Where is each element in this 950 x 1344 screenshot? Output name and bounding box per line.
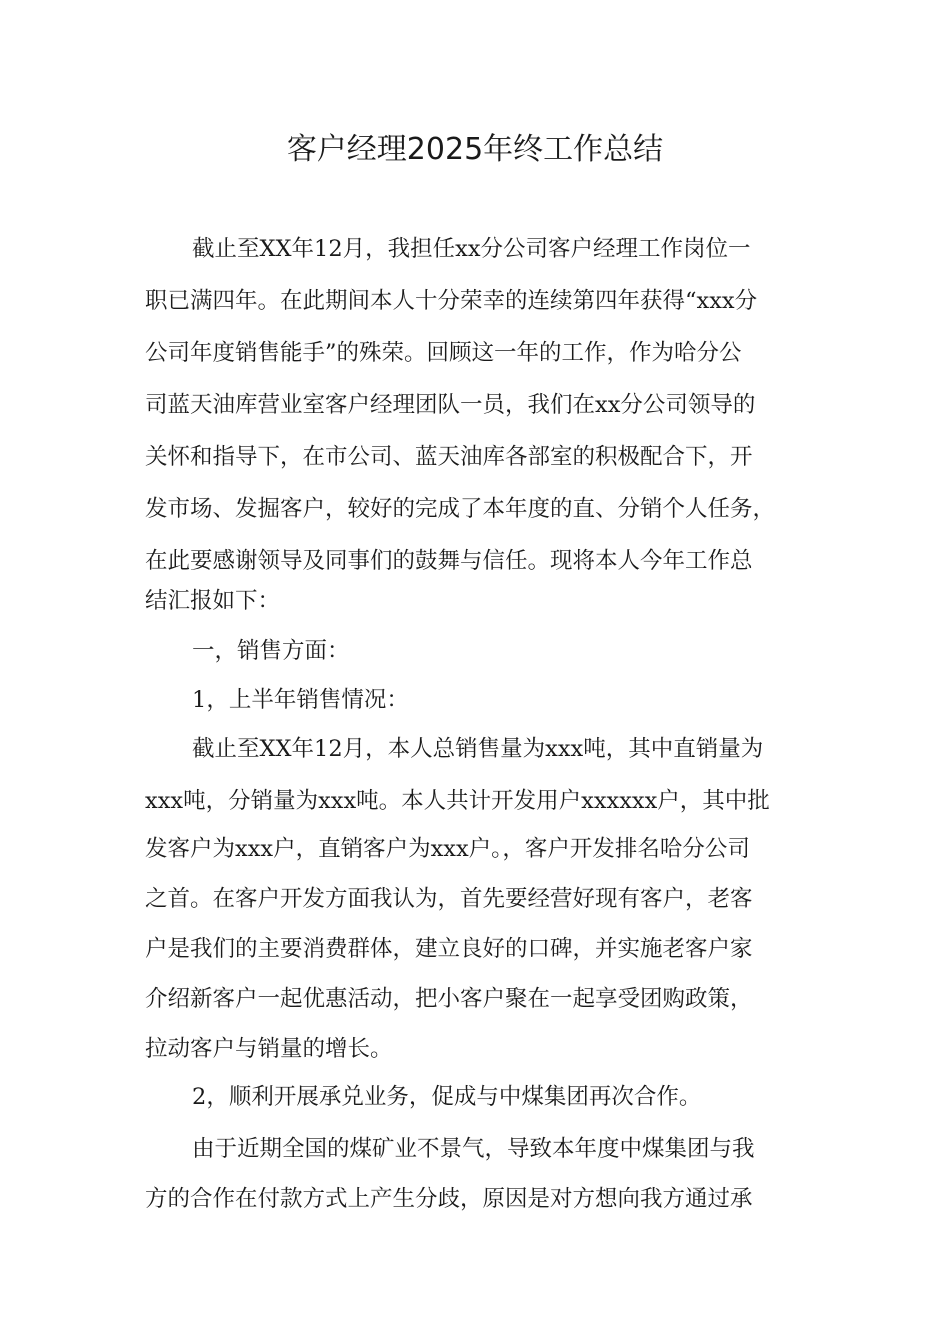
paragraph-line: 由于近期全国的煤矿业不景气，导致本年度中煤集团与我	[192, 1136, 755, 1162]
paragraph-line: 在此要感谢领导及同事们的鼓舞与信任。现将本人今年工作总	[145, 548, 753, 574]
paragraph-line: 发市场、发掘客户，较好的完成了本年度的直、分销个人任务，	[145, 496, 776, 522]
paragraph-line: 之首。在客户开发方面我认为，首先要经营好现有客户，老客	[145, 886, 753, 912]
paragraph-line: 户是我们的主要消费群体，建立良好的口碑，并实施老客户家	[145, 936, 753, 962]
paragraph-line: 拉动客户与销量的增长。	[145, 1036, 393, 1062]
paragraph-line: 职已满四年。在此期间本人十分荣幸的连续第四年获得“xxx分	[145, 288, 758, 314]
paragraph-line: 截止至XX年12月，我担任xx分公司客户经理工作岗位一	[192, 236, 751, 262]
paragraph-line: 截止至XX年12月，本人总销售量为xxx吨，其中直销量为	[192, 736, 764, 762]
paragraph-line: 介绍新客户一起优惠活动，把小客户聚在一起享受团购政策，	[145, 986, 753, 1012]
section-heading: 一，销售方面：	[192, 638, 350, 664]
paragraph-line: 司蓝天油库营业室客户经理团队一员，我们在xx分公司领导的	[145, 392, 756, 418]
paragraph-line: 公司年度销售能手”的殊荣。回顾这一年的工作，作为哈分公	[145, 340, 742, 366]
document-title: 客户经理2025年终工作总结	[286, 132, 664, 167]
subsection-heading: 1，上半年销售情况：	[192, 687, 409, 713]
paragraph-line: 关怀和指导下，在市公司、蓝天油库各部室的积极配合下，开	[145, 444, 753, 470]
paragraph-line: 发客户为xxx户，直销客户为xxx户。，客户开发排名哈分公司	[145, 836, 750, 862]
paragraph-line: 结汇报如下：	[145, 588, 281, 614]
paragraph-line: 方的合作在付款方式上产生分歧，原因是对方想向我方通过承	[145, 1186, 753, 1212]
subsection-heading: 2，顺利开展承兑业务，促成与中煤集团再次合作。	[192, 1084, 702, 1110]
paragraph-line: xxx吨，分销量为xxx吨。本人共计开发用户xxxxxx户，其中批	[145, 788, 770, 814]
